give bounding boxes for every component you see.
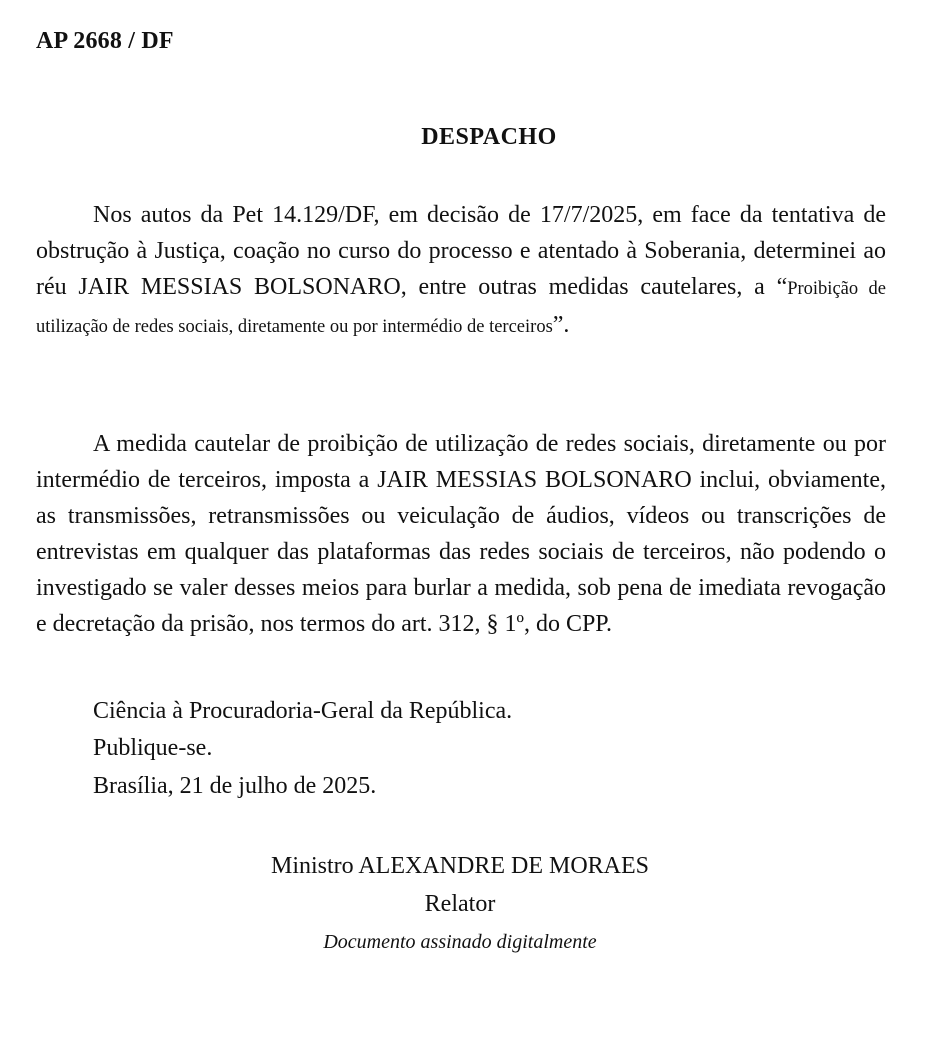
date-line: Brasília, 21 de julho de 2025. [93, 773, 377, 799]
paragraph-decision-reference [36, 197, 886, 345]
signatory-role: Relator [424, 891, 496, 917]
notice-line: Ciência à Procuradoria-Geral da República. [93, 698, 513, 724]
quoted-measure: Proibição de utilização de redes sociais, diretamente ou por intermédio de terceiros [36, 279, 886, 337]
signatory-name: Ministro ALEXANDRE DE MORAES [270, 853, 649, 879]
document-title: DESPACHO [421, 124, 557, 150]
digital-signature-note: Documento assinado digitalmente [323, 931, 597, 953]
paragraph-1-text: Nos autos da Pet 14.129/DF, em decisão de 17/7/2025, em face da tentativa de obstrução à Justiça, coação no curso do processo e atentado à Soberania, determinei ao réu JAIR MESSIAS BOLSONARO, entre outras medidas cautelares, a “ [36, 202, 886, 300]
paragraph-measure-scope: A medida cautelar de proibição de utilização de redes sociais, diretamente ou por intermédio de terceiros, imposta a JAIR MESSIAS BOLSONARO inclui, obviamente, as transmissões, retransmissões ou veiculação de áudios, vídeos ou transcrições de entrevistas em qualquer das plataformas das redes sociais de terceiros, não podendo o investigado se valer desses meios para burlar a medida, sob pena de imediata revogação e decretação da prisão, nos termos do art. 312, § 1º, do CPP. [36, 431, 886, 637]
case-number: AP 2668 / DF [36, 28, 174, 54]
paragraph-1-closing: ”. [552, 312, 570, 338]
publish-line: Publique-se. [93, 735, 213, 761]
